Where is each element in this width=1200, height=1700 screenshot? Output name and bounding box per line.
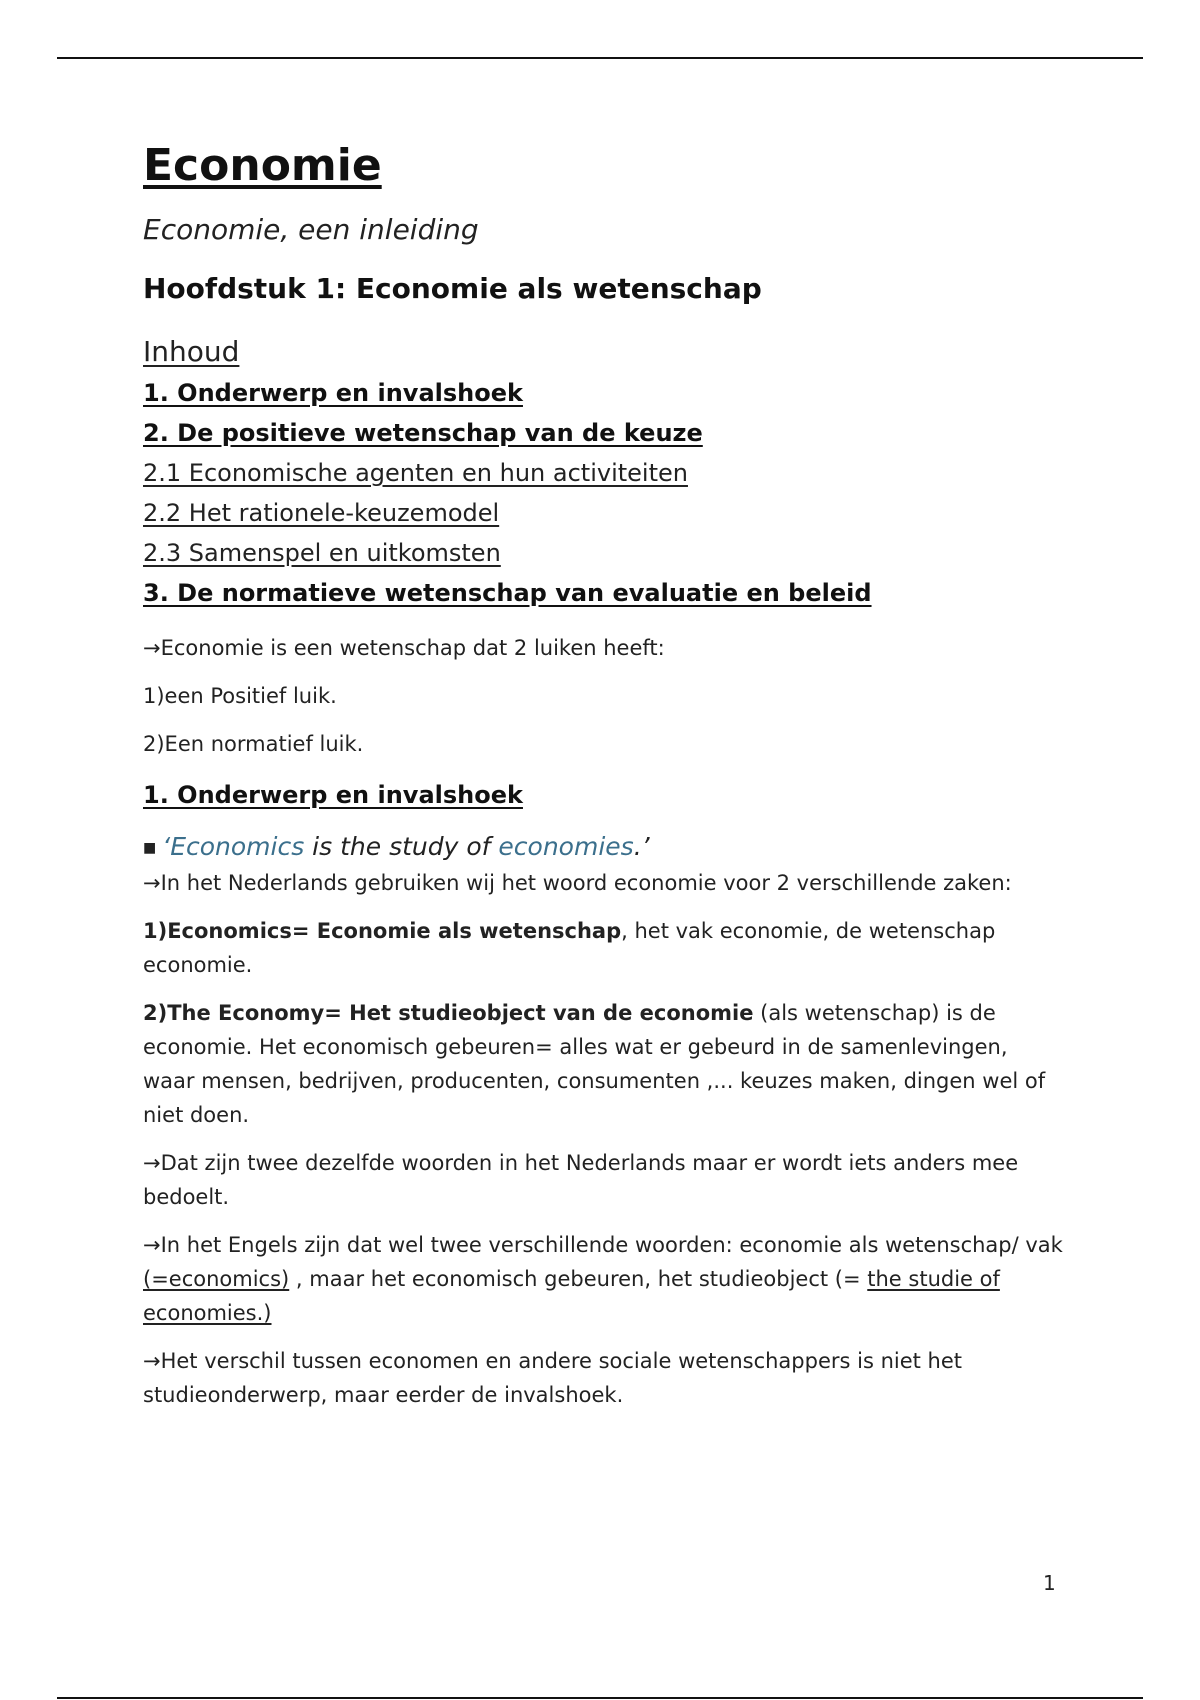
intro-line-1: →Economie is een wetenschap dat 2 luiken heeft: [143,635,665,660]
quote-word-economics: Economics [170,831,305,861]
square-bullet-icon: ■ [143,839,157,856]
quote-middle: is the study of [304,831,499,861]
toc-item-samenspel[interactable]: 2.3 Samenspel en uitkomsten [143,538,501,567]
table-of-contents [143,373,1063,613]
paragraph-engels-part-2: , maar het economisch gebeuren, het studieobject (= [289,1266,868,1291]
document-title: Economie [143,140,382,191]
paragraph-economy [143,996,1063,1132]
paragraph-engels-underlined-2: the studie of economies.) [143,1266,1000,1325]
page-number: 1 [1043,1571,1056,1595]
economics-quote [143,829,1063,866]
paragraph-engels-underlined-1: (=economics) [143,1266,290,1291]
toc-title: Inhoud [143,334,240,368]
paragraph-economy-rest: (als wetenschap) is de economie. Het economisch gebeuren= alles wat er gebeurd in de samenlevingen, waar mensen, bedrijven, producenten, consumenten ,... keuzes maken, dingen wel of niet doen. [143,1000,1046,1127]
top-rule [57,57,1143,59]
toc-item-economische-agenten[interactable]: 2.1 Economische agenten en hun activiteiten [143,458,688,487]
paragraph-economics-rest: , het vak economie, de wetenschap economie. [143,918,996,977]
intro-line-2: 1)een Positief luik. [143,683,337,708]
bottom-rule [57,1697,1143,1699]
quote-word-economies: economies [498,831,634,861]
paragraph-economics-bold: 1)Economics= Economie als wetenschap [143,918,622,943]
paragraph-dezelfde-woorden: →Dat zijn twee dezelfde woorden in het Nederlands maar er wordt iets anders mee bedoelt. [143,1150,1019,1209]
toc-item-rationele-keuzemodel[interactable]: 2.2 Het rationele-keuzemodel [143,498,500,527]
toc-item-onderwerp[interactable]: 1. Onderwerp en invalshoek [143,378,523,407]
paragraph-engels [143,1228,1063,1330]
paragraph-economy-bold: 2)The Economy= Het studieobject van de economie [143,1000,754,1025]
paragraph-verschil: →Het verschil tussen economen en andere sociale wetenschappers is niet het studieonderwerp, maar eerder de invalshoek. [143,1348,963,1407]
paragraph-engels-part-1: →In het Engels zijn dat wel twee verschillende woorden: economie als wetenschap/ vak [143,1232,1063,1257]
quote-open: ‘ [162,831,171,861]
page-content [143,140,1063,1412]
toc-item-positieve-wetenschap[interactable]: 2. De positieve wetenschap van de keuze [143,418,703,447]
paragraph-economics [143,914,1063,982]
quote-close: .’ [633,831,650,861]
document-subtitle: Economie, een inleiding [143,212,479,246]
chapter-heading: Hoofdstuk 1: Economie als wetenschap [143,272,762,306]
intro-line-3: 2)Een normatief luik. [143,731,364,756]
toc-item-normatieve-wetenschap[interactable]: 3. De normatieve wetenschap van evaluatie en beleid [143,578,872,607]
section-1-heading: 1. Onderwerp en invalshoek [143,780,523,809]
paragraph-nederlands: →In het Nederlands gebruiken wij het woord economie voor 2 verschillende zaken: [143,870,1012,895]
